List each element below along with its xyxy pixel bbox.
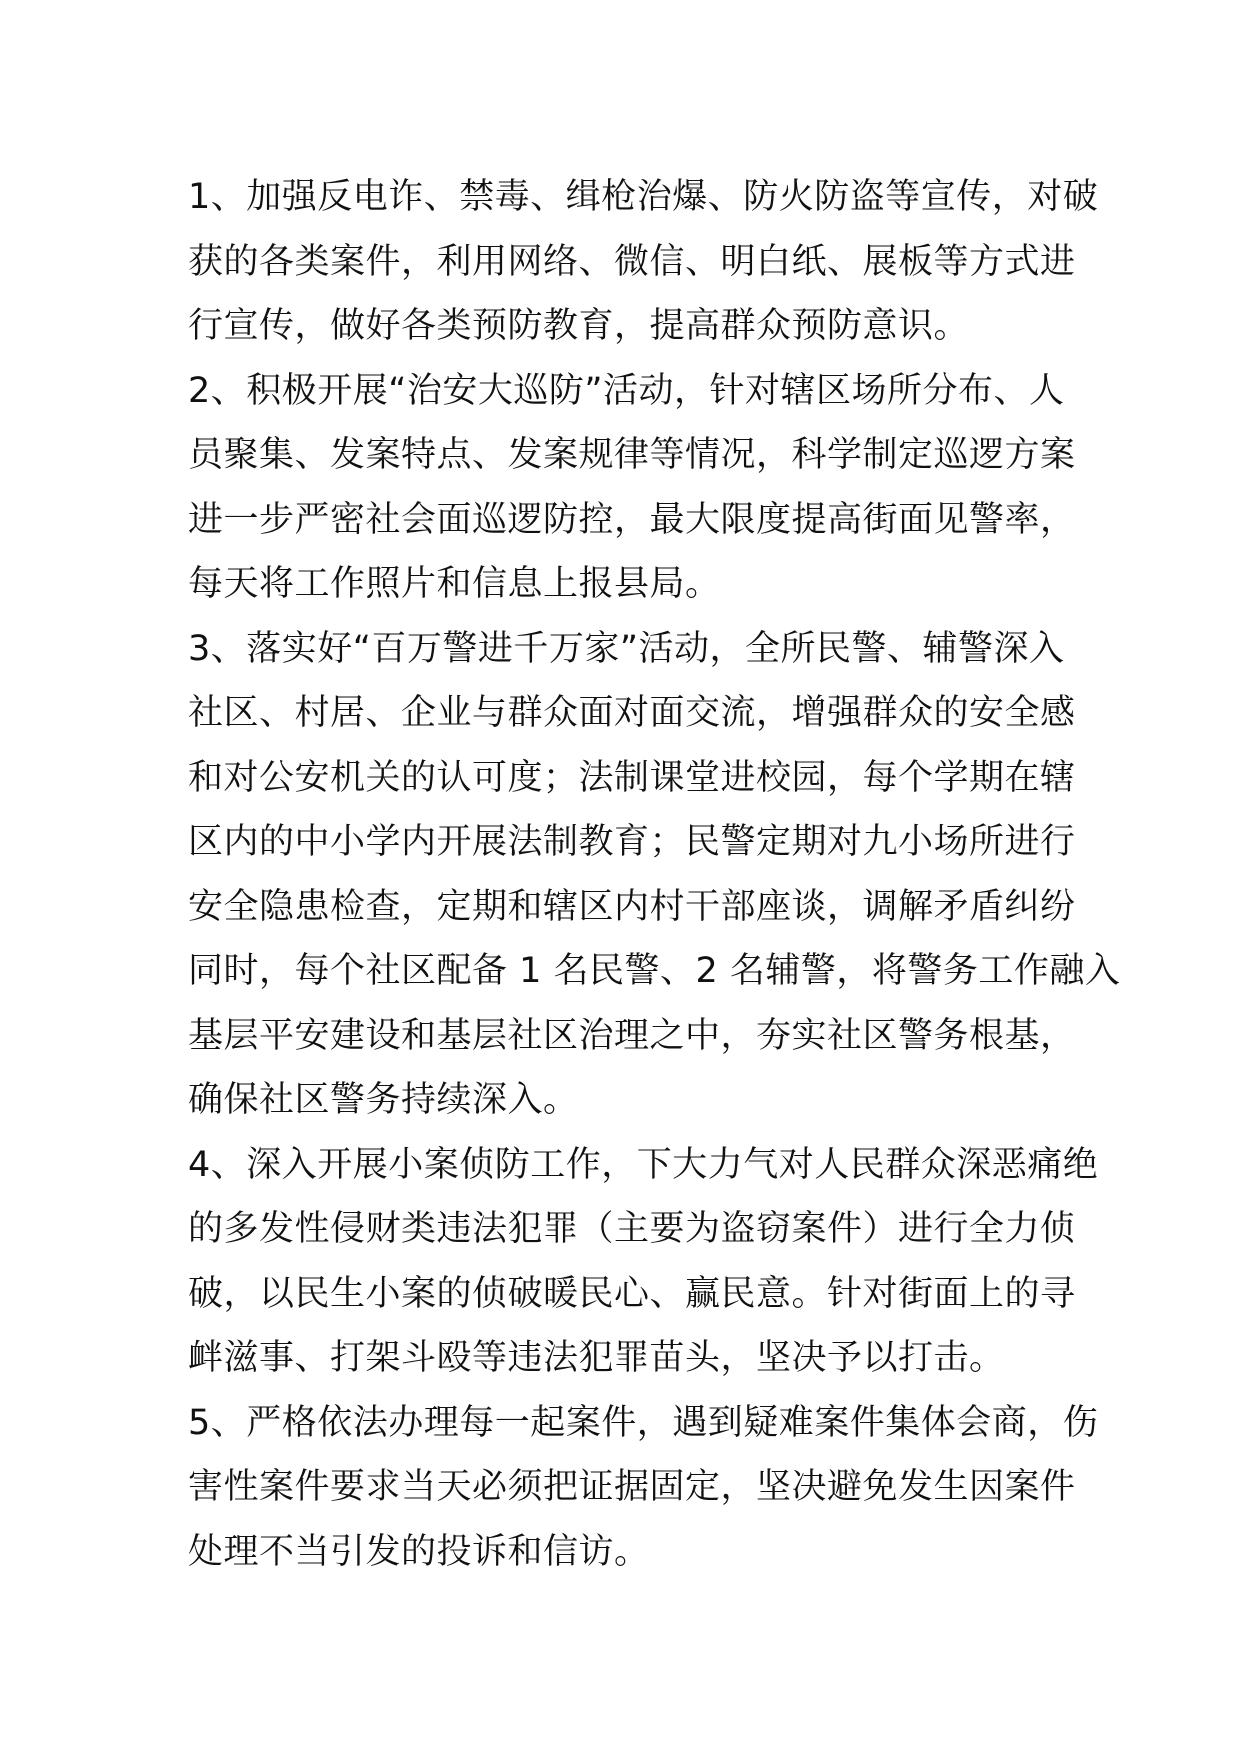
paragraph-5 [188,1391,1099,1585]
paragraph-line: 4、深入开展小案侦防工作，下大力气对人民群众深恶痛绝 [188,1144,1099,1185]
paragraph-line: 每天将工作照片和信息上报县局。 [188,564,721,604]
paragraph-line: 基层平安建设和基层社区治理之中，夯实社区警务根基， [188,1015,1076,1056]
paragraph-line: 同时，每个社区配备 1 名民警、2 名辅警，将警务工作融入 [188,951,1121,991]
paragraph-line: 破，以民生小案的侦破暖民心、赢民意。针对街面上的寻 [188,1273,1076,1314]
paragraph-line: 员聚集、发案特点、发案规律等情况，科学制定巡逻方案 [188,435,1076,475]
paragraph-line: 区内的中小学内开展法制教育；民警定期对九小场所进行 [188,822,1076,862]
paragraph-line: 安全隐患检查，定期和辖区内村干部座谈，调解矛盾纠纷 [188,886,1076,927]
document-body [188,165,1121,1584]
paragraph-line: 的多发性侵财类违法犯罪（主要为盗窃案件）进行全力侦 [188,1209,1076,1249]
paragraph-4 [188,1133,1099,1391]
paragraph-line: 害性案件要求当天必须把证据固定，坚决避免发生因案件 [188,1467,1076,1507]
paragraph-line: 和对公安机关的认可度；法制课堂进校园，每个学期在辖 [188,757,1076,798]
paragraph-3 [188,617,1121,1133]
paragraph-1 [188,165,1099,359]
paragraph-line: 5、严格依法办理每一起案件，遇到疑难案件集体会商，伤 [188,1402,1099,1443]
paragraph-line: 行宣传，做好各类预防教育，提高群众预防意识。 [188,306,970,346]
paragraph-line: 3、落实好“百万警进千万家”活动，全所民警、辅警深入 [188,628,1065,669]
paragraph-line: 确保社区警务持续深入。 [188,1080,579,1120]
paragraph-line: 获的各类案件，利用网络、微信、明白纸、展板等方式进 [188,241,1076,282]
paragraph-line: 2、积极开展“治安大巡防”活动，针对辖区场所分布、人 [188,370,1065,411]
paragraph-line: 社区、村居、企业与群众面对面交流，增强群众的安全感 [188,693,1076,733]
paragraph-line: 1、加强反电诈、禁毒、缉枪治爆、防火防盗等宣传，对破 [188,177,1099,217]
paragraph-line: 进一步严密社会面巡逻防控，最大限度提高街面见警率， [188,499,1076,540]
paragraph-line: 衅滋事、打架斗殴等违法犯罪苗头，坚决予以打击。 [188,1338,1005,1378]
paragraph-2 [188,359,1076,617]
paragraph-line: 处理不当引发的投诉和信访。 [188,1531,650,1572]
